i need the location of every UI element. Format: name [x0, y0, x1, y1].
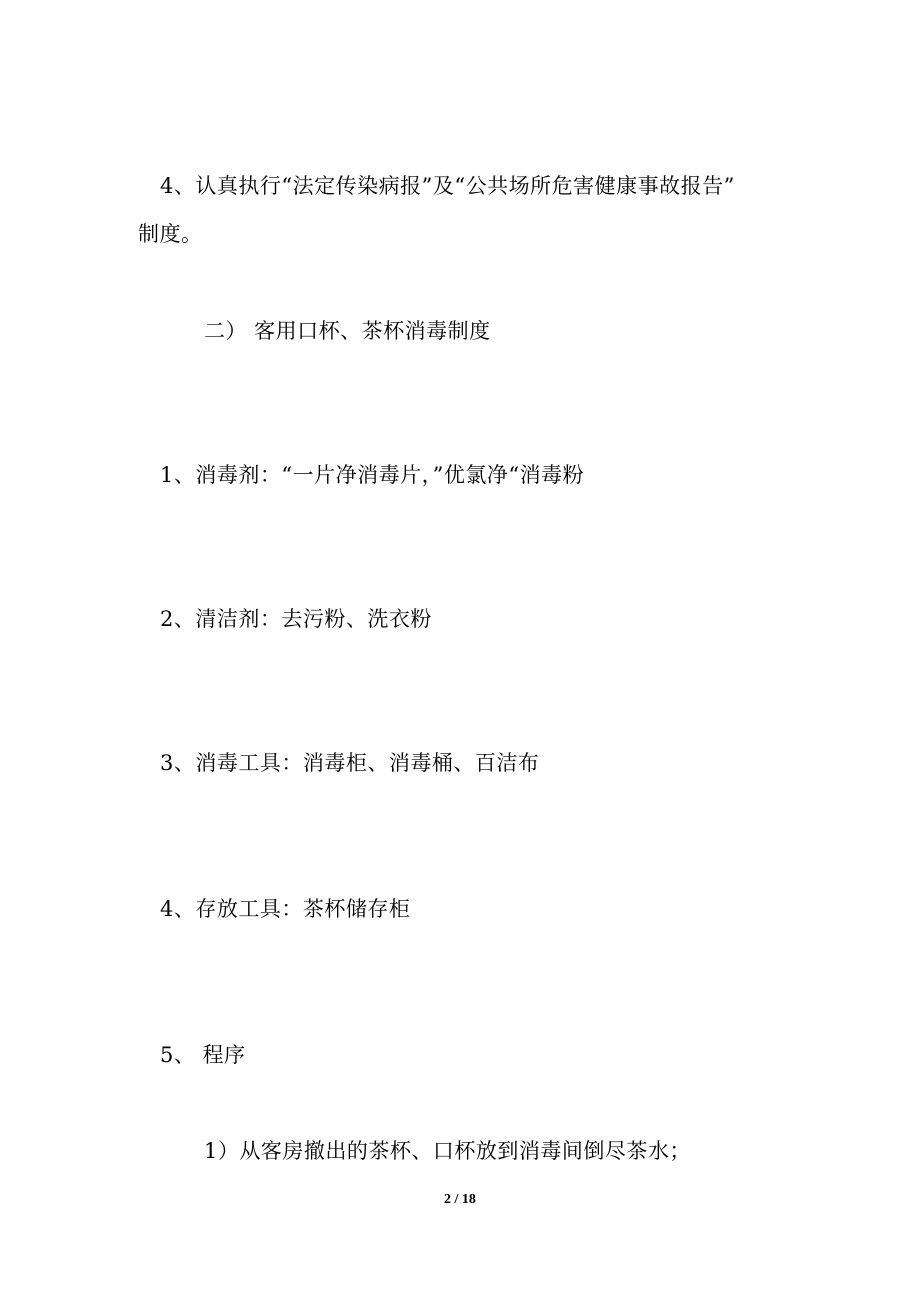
section-heading-cup-disinfection: 二） 客用口杯、茶杯消毒制度: [204, 319, 491, 343]
item-disinfectant: 1、消毒剂：“一片净消毒片，”优氯净“消毒粉: [160, 463, 585, 487]
paragraph-report-rule: 4、认真执行“法定传染病报”及“公共场所危害健康事故报告”: [160, 174, 735, 198]
item-cleaning-agent: 2、清洁剂：去污粉、洗衣粉: [160, 607, 432, 631]
procedure-step-1: 1）从客房撤出的茶杯、口杯放到消毒间倒尽茶水；: [204, 1139, 691, 1163]
item-storage-tools: 4、存放工具：茶杯储存柜: [160, 897, 411, 921]
paragraph-report-rule-continued: 制度。: [138, 222, 203, 246]
page-number: 2 / 18: [444, 1192, 476, 1207]
item-procedure: 5、 程序: [160, 1043, 246, 1067]
item-disinfection-tools: 3、消毒工具：消毒柜、消毒桶、百洁布: [160, 751, 540, 775]
